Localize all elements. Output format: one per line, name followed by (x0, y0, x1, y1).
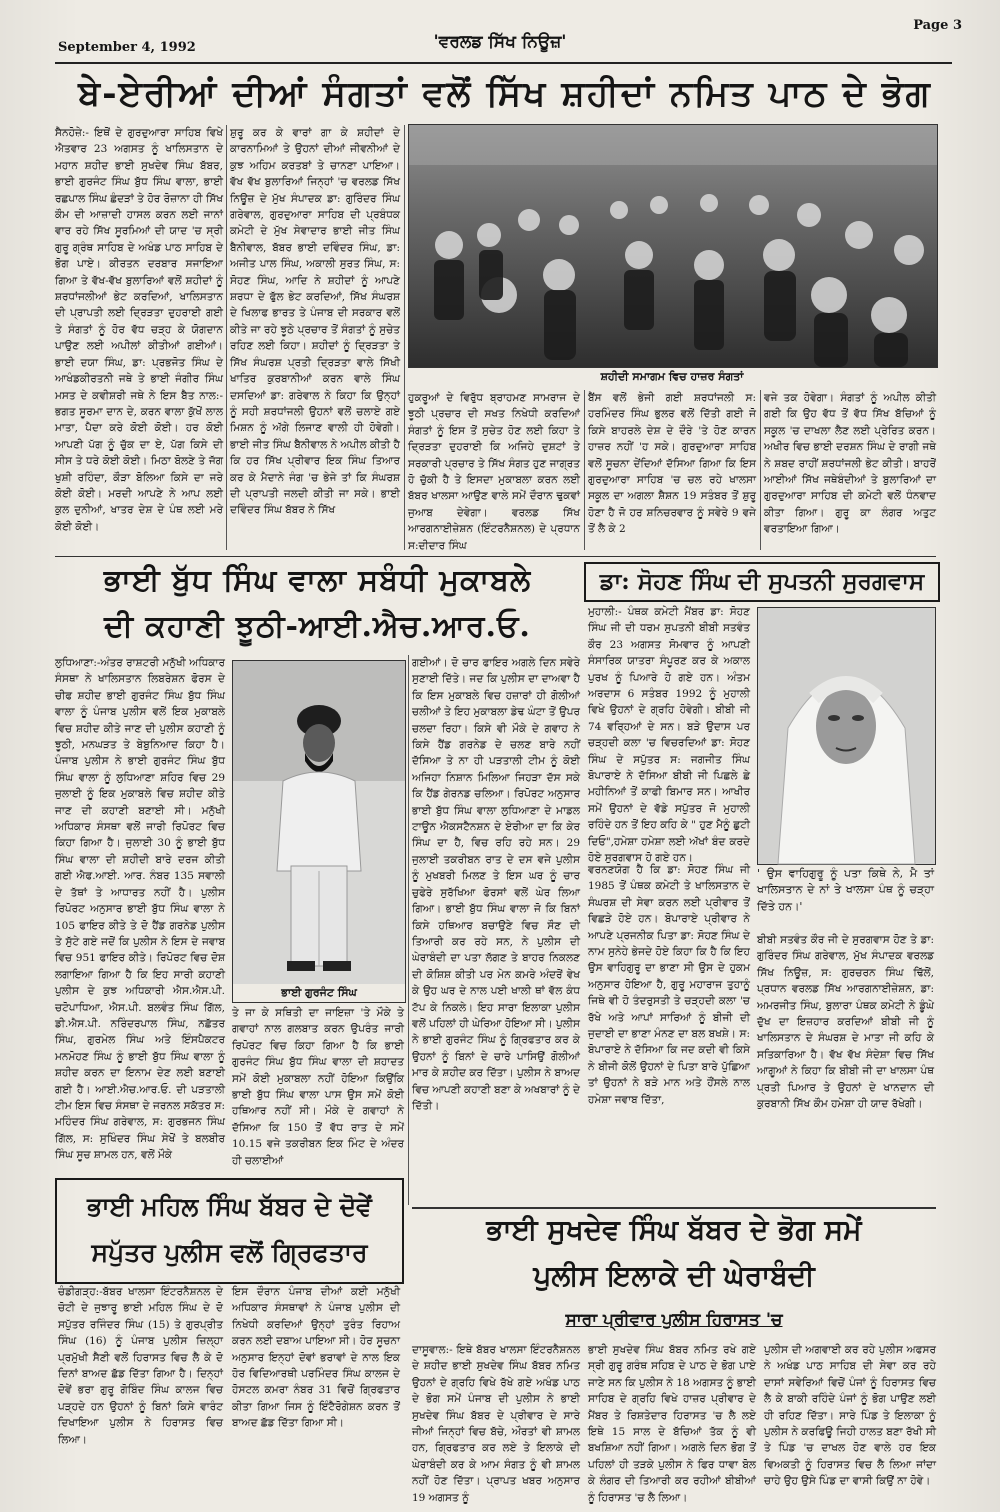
bibi-satwant-kaur-photo (757, 607, 936, 865)
section-rule (55, 556, 936, 557)
story4-headline-box (55, 1178, 404, 1284)
story4-col1: ਚੰਡੀਗੜ੍ਹ:-ਬੱਬਰ ਖਾਲਸਾ ਇੰਟਰਨੈਸ਼ਨਲ ਦੇ ਚੋਟੀ ਦੇ ਜੁਝਾਰੂ ਭਾਈ ਮਹਿਲ ਸਿੰਘ ਦੇ ਦੋ ਸਪੁੱਤਰ ਰਜਿੰਦਰ ਸਿੰਘ (15) ਤੇ ਗੁਰਪ੍ਰੀਤ ਸਿੰਘ (16) ਨੂੰ ਪੰਜਾਬ ਪੁਲੀਸ ਜ਼ਿਲ੍ਹਾ ਪ੍ਰਮੁੱਖੀ ਸੈਣੀ ਵਲੋਂ ਹਿਰਾਸਤ ਵਿਚ ਲੈ ਕੇ ਦੋ ਦਿਨਾਂ ਬਾਅਦ ਛੱਡ ਦਿੱਤਾ ਗਿਆ ਹੈ। ਦਿਨ੍ਹਾਂ ਦੋਵੇਂ ਭਰਾ ਗੁਰੂ ਗੋਬਿੰਦ ਸਿੰਘ ਕਾਲਜ ਵਿਚ ਪੜ੍ਹਦੇ ਹਨ ਉਹਨਾਂ ਨੂੰ ਬਿਨਾਂ ਕਿਸੇ ਵਾਰੰਟ ਦਿਖਾਇਆ ਪੁਲੀਸ ਨੇ ਹਿਰਾਸਤ ਵਿਚ ਲਿਆ। (58, 1286, 223, 1446)
story5-col1: ਦਾਸੂਵਾਲ:- ਇਥੇ ਬੱਬਰ ਖਾਲਸਾ ਇੰਟਰਨੈਸ਼ਨਲ ਦੇ ਸ਼ਹੀਦ ਭਾਈ ਸੁਖਦੇਵ ਸਿੰਘ ਬੱਬਰ ਨਮਿਤ ਉਹਨਾਂ ਦੇ ਗ੍ਰਹਿ ਵਿਖੇ ਰੱਖੇ ਗਏ ਅਖੰਡ ਪਾਠ ਦੇ ਭੋਗ ਸਮੇਂ ਪੰਜਾਬ ਦੀ ਪੁਲੀਸ ਨੇ ਭਾਈ ਸੁਖਦੇਵ ਸਿੰਘ ਬੱਬਰ ਦੇ ਪ੍ਰੀਵਾਰ ਦੇ ਸਾਰੇ ਜੀਆਂ ਜਿਨ੍ਹਾਂ ਵਿਚ ਬੱਚੇ, ਔਰਤਾਂ ਵੀ ਸ਼ਾਮਲ ਹਨ, ਗ੍ਰਿਫਤਾਰ ਕਰ ਲਏ ਤੇ ਇਲਾਕੇ ਦੀ ਘੇਰਾਬੰਦੀ ਕਰ ਕੇ ਆਮ ਸੰਗਤ ਨੂੰ ਵੀ ਸ਼ਾਮਲ ਨਹੀਂ ਹੋਣ ਦਿੱਤਾ। ਪ੍ਰਾਪਤ ਖਬਰ ਅਨੁਸਾਰ 19 ਅਗਸਤ ਨੂੰ (412, 1344, 580, 1504)
story3-tail: ਬੀਬੀ ਸਤਵੰਤ ਕੌਰ ਜੀ ਦੇ ਸੁਰਗਵਾਸ ਹੋਣ ਤੇ ਡਾ: ਗੁਰਿੰਦਰ ਸਿੰਘ ਗਰੇਵਾਲ, ਮੁੱਖ ਸੰਪਾਦਕ ਵਰਲਡ ਸਿੱਖ ਨਿਊਜ਼, ਸ: ਗੁਰਚਰਨ ਸਿੰਘ ਢਿੱਲੋਂ, ਪ੍ਰਧਾਨ ਵਰਲਡ ਸਿੱਖ ਆਰਗਨਾਈਜ਼ੇਸ਼ਨ, ਡਾ: ਅਮਰਜੀਤ ਸਿੰਘ, ਬੁਲਾਰਾ ਪੰਥਕ ਕਮੇਟੀ ਨੇ ਡੂੰਘੇ ਦੁੱਖ ਦਾ ਇਜ਼ਹਾਰ ਕਰਦਿਆਂ ਬੀਬੀ ਜੀ ਨੂੰ ਖਾਲਿਸਤਾਨ ਦੇ ਸੰਘਰਸ਼ ਦੇ ਮਾਤਾ ਜੀ ਕਹਿ ਕੇ ਸਤਿਕਾਰਿਆ ਹੈ। ਵੱਖ ਵੱਖ ਸੰਦੇਸ਼ਾ ਵਿਚ ਸਿੱਖ ਆਗੂਆਂ ਨੇ ਕਿਹਾ ਕਿ ਬੀਬੀ ਜੀ ਦਾ ਖਾਲਸਾ ਪੰਥ ਪ੍ਰਤੀ ਪਿਆਰ ਤੇ ਉਹਨਾਂ ਦੇ ਖਾਨਦਾਨ ਦੀ ਕੁਰਬਾਨੀ ਸਿੱਖ ਕੌਮ ਹਮੇਸ਼ਾ ਹੀ ਯਾਦ ਰੱਖੇਗੀ। (757, 934, 934, 1111)
story4-headline-line2: ਸਪੁੱਤਰ ਪੁਲੀਸ ਵਲੋਂ ਗ੍ਰਿਫਤਾਰ (91, 1238, 368, 1267)
column-divider (404, 125, 405, 550)
story1-headline: ਬੇ-ਏਰੀਆਂ ਦੀਆਂ ਸੰਗਤਾਂ ਵਲੋਂ ਸਿੱਖ ਸ਼ਹੀਦਾਂ ਨਮਿਤ ਪਾਠ ਦੇ ਭੋਗ (78, 73, 932, 114)
newspaper-title: 'ਵਰਲਡ ਸਿੱਖ ਨਿਊਜ਼' (433, 32, 567, 52)
story5-subheadline: ਸਾਰਾ ਪ੍ਰੀਵਾਰ ਪੁਲੀਸ ਹਿਰਾਸਤ 'ਚ (565, 1310, 783, 1330)
page-number: Page 3 (913, 18, 962, 33)
story5-headline-line2: ਪੁਲੀਸ ਇਲਾਕੇ ਦੀ ਘੇਰਾਬੰਦੀ (533, 1259, 815, 1292)
story5-headline-line1: ਭਾਈ ਸੁਖਦੇਵ ਸਿੰਘ ਬੱਬਰ ਦੇ ਭੋਗ ਸਮੇਂ (486, 1213, 862, 1246)
story5-col3: ਪੁਲੀਸ ਦੀ ਅਗਵਾਈ ਕਰ ਰਹੇ ਪੁਲੀਸ ਅਫਸਰ ਨੇ ਅਖੰਡ ਪਾਠ ਸਾਹਿਬ ਦੀ ਸੇਵਾ ਕਰ ਰਹੇ ਦਾਸਾਂ ਸਵੇਰਿਆਂ ਵਿਚੋਂ ਪੰਜਾਂ ਨੂੰ ਹਿਰਾਸਤ ਵਿਚ ਲੈ ਕੇ ਬਾਕੀ ਰਹਿੰਦੇ ਪੰਜਾਂ ਨੂੰ ਭੋਗ ਪਾਉਣ ਲਈ ਹੀ ਰਹਿਣ ਦਿੱਤਾ। ਸਾਰੇ ਪਿੰਡ ਤੇ ਇਲਾਕਾ ਨੂੰ ਪੁਲੀਸ ਨੇ ਕਰਫਿਊ ਜਿਹੀ ਹਾਲਤ ਬਣਾ ਰੱਖੀ ਸੀ ਤੇ ਪਿੰਡ 'ਚ ਦਾਖਲ ਹੋਣ ਵਾਲੇ ਹਰ ਇਕ ਵਿਅਕਤੀ ਨੂੰ ਹਿਰਾਸਤ ਵਿਚ ਲੈ ਲਿਆ ਜਾਂਦਾ ਚਾਹੇ ਉਹ ਉਸੇ ਪਿੰਡ ਦਾ ਵਾਸੀ ਕਿਉਂ ਨਾ ਹੋਵੇ। (764, 1344, 936, 1488)
column-divider (226, 125, 227, 550)
story1-col3: ਹੁਕਰੂਆਂ ਦੇ ਵਿਰੁੱਧ ਬ੍ਰਾਹਮਣ ਸਾਮਰਾਜ ਦੇ ਝੂਠੀ ਪ੍ਰਚਾਰ ਦੀ ਸਖਤ ਨਿਖੇਧੀ ਕਰਦਿਆਂ ਸੰਗਤਾਂ ਨੂੰ ਇਸ ਤੋਂ ਸੁਚੇਤ ਹੋਣ ਲਈ ਕਿਹਾ ਤੇ ਦ੍ਰਿੜਤਾ ਦੁਹਰਾਈ ਕਿ ਅਜਿਹੇ ਦੁਸ਼ਟਾਂ ਤੇ ਸਰਕਾਰੀ ਪ੍ਰਚਾਰ ਤੇ ਸਿੱਖ ਸੰਗਤ ਹੁਣ ਜਾਗ੍ਰਤ ਹੋ ਚੁੱਕੀ ਹੈ ਤੇ ਇਸਦਾ ਮੁਕਾਬਲਾ ਕਰਨ ਲਈ ਬੱਬਰ ਖਾਲਸਾ ਆਉਣ ਵਾਲੇ ਸਮੇਂ ਦੌਰਾਨ ਢੁਕਵਾਂ ਜੁਆਬ ਦੇਵੇਗਾ। ਵਰਲਡ ਸਿੱਖ ਆਰਗਨਾਈਜ਼ੇਸ਼ਨ (ਇੰਟਰਨੈਸ਼ਨਲ) ਦੇ ਪ੍ਰਧਾਨ ਸ:ਦੀਦਾਰ ਸਿੰਘ (408, 392, 580, 552)
issue-date: September 4, 1992 (58, 40, 196, 55)
sangat-gathering-photo (408, 124, 938, 368)
story1-col4: ਬੈਂਸ ਵਲੋਂ ਭੇਜੀ ਗਈ ਸ਼ਰਧਾਂਜਲੀ ਸ: ਹਰਮਿੰਦਰ ਸਿੰਘ ਭੁਲਰ ਵਲੋਂ ਦਿੱਤੀ ਗਈ ਜੋ ਕਿਸੇ ਬਾਹਰਲੇ ਦੇਸ਼ ਦੇ ਦੌਰੇ 'ਤੇ ਹੋਣ ਕਾਰਨ ਹਾਜ਼ਰ ਨਹੀਂ 'ਹ ਸਕੇ। ਗੁਰਦੁਆਰਾ ਸਾਹਿਬ ਵਲੋਂ ਸੂਚਨਾ ਦੇਂਦਿਆਂ ਦੱਸਿਆ ਗਿਆ ਕਿ ਇਸ ਗੁਰਦੁਆਰਾ ਸਾਹਿਬ 'ਚ ਚਲ ਰਹੇ ਖਾਲਸਾ ਸਕੂਲ ਦਾ ਅਗਲਾ ਸ਼ੈਸ਼ਨ 19 ਸਤੰਬਰ ਤੋਂ ਸ਼ੁਰੂ ਹੋਣਾ ਹੈ ਜੋ ਹਰ ਸ਼ਨਿਚਰਵਾਰ ਨੂੰ ਸਵੇਰੇ 9 ਵਜੇ ਤੋਂ ਲੈ ਕੇ 2 (588, 392, 756, 536)
column-divider (760, 390, 761, 550)
story2-headline-line2: ਦੀ ਕਹਾਣੀ ਝੂਠੀ-ਆਈ.ਐਚ.ਆਰ.ਓ. (104, 609, 531, 644)
photo-caption: ਸ਼ਹੀਦੀ ਸਮਾਗਮ ਵਿਚ ਹਾਜ਼ਰ ਸੰਗਤਾਂ (600, 370, 744, 383)
column-divider (408, 655, 409, 1205)
column-divider (584, 390, 585, 550)
story2-headline-line1: ਭਾਈ ਬੁੱਧ ਸਿੰਘ ਵਾਲਾ ਸਬੰਧੀ ਮੁਕਾਬਲੇ (103, 563, 532, 598)
story3-lead: ਮੁਹਾਲੀ:- ਪੰਥਕ ਕਮੇਟੀ ਮੈਂਬਰ ਡਾ: ਸੋਹਣ ਸਿੰਘ ਜੀ ਦੀ ਧਰਮ ਸੁਪਤਨੀ ਬੀਬੀ ਸਤਵੰਤ ਕੌਰ 23 ਅਗਸਤ ਸੋਮਵਾਰ ਨੂੰ ਆਪਣੀ ਸੰਸਾਰਿਕ ਯਾਤਰਾ ਸੰਪੂਰਣ ਕਰ ਕੇ ਅਕਾਲ ਪੁਰਖ ਨੂੰ ਪਿਆਰੇ ਹੋ ਗਏ ਹਨ। ਅੰਤਮ ਅਰਦਾਸ 6 ਸਤੰਬਰ 1992 ਨੂੰ ਮੁਹਾਲੀ ਵਿਖੇ ਉਹਨਾਂ ਦੇ ਗ੍ਰਹਿ ਹੋਵੇਗੀ। ਬੀਬੀ ਜੀ 74 ਵਰ੍ਹਿਆਂ ਦੇ ਸਨ। ਬੜੇ ਉਦਾਸ ਪਰ ਚੜ੍ਹਦੀ ਕਲਾ 'ਚ ਵਿਚਰਦਿਆਂ ਡਾ: ਸੋਹਣ ਸਿੰਘ ਦੇ ਸਪੁੱਤਰ ਸ: ਜਗਜੀਤ ਸਿੰਘ ਬੋਪਾਰਾਏ ਨੇ ਦੱਸਿਆ ਬੀਬੀ ਜੀ ਪਿਛਲੇ ਛੇ ਮਹੀਨਿਆਂ ਤੋਂ ਕਾਫੀ ਬਿਮਾਰ ਸਨ। ਆਖੀਰ ਸਮੇਂ ਉਹਨਾਂ ਦੇ ਵੱਡੇ ਸਪੁੱਤਰ ਜੋ ਮੁਹਾਲੀ ਰਹਿੰਦੇ ਹਨ ਤੋਂ ਇਹ ਕਹਿ ਕੇ " ਹੁਣ ਮੈਨੂੰ ਛੁਟੀ ਦਿਓ",ਹਮੇਸ਼ਾ ਹਮੇਸ਼ਾ ਲਈ ਅੱਖਾਂ ਬੰਦ ਕਰਦੇ ਹੋਏ ਸੁਰਗਵਾਸ ਹੋ ਗਏ ਹਨ। (588, 606, 750, 865)
story4-headline-line1: ਭਾਈ ਮਹਿਲ ਸਿੰਘ ਬੱਬਰ ਦੇ ਦੋਵੇਂ (87, 1192, 372, 1221)
story2-col3: ਗਈਆਂ। ਦੋ ਚਾਰ ਫਾਇਰ ਅਗਲੇ ਦਿਨ ਸਵੇਰੇ ਸੁਣਾਈ ਦਿੱਤੇ। ਜਦ ਕਿ ਪੁਲੀਸ ਦਾ ਦਾਅਵਾ ਹੈ ਕਿ ਇਸ ਮੁਕਾਬਲੇ ਵਿਚ ਹਜ਼ਾਰਾਂ ਹੀ ਗੋਲੀਆਂ ਚਲੀਆਂ ਤੇ ਇਹ ਮੁਕਾਬਲਾ ਡੇਢ ਘੰਟਾ ਤੋਂ ਉਪਰ ਚਲਦਾ ਰਿਹਾ। ਕਿਸੇ ਵੀ ਮੌਕੇ ਦੇ ਗਵਾਹ ਨੇ ਕਿਸੇ ਹੈਂਡ ਗਰਨੇਡ ਦੇ ਚਲਣ ਬਾਰੇ ਨਹੀਂ ਦੱਸਿਆ ਤੇ ਨਾ ਹੀ ਪੜਤਾਲੀ ਟੀਮ ਨੂੰ ਕੋਈ ਅਜਿਹਾ ਨਿਸ਼ਾਨ ਮਿਲਿਆ ਜਿਹੜਾ ਦੱਸ ਸਕੇ ਕਿ ਹੈਂਡ ਗੇਰਨਡ ਚਲਿਆ। ਰਿਪੋਰਟ ਅਨੁਸਾਰ ਭਾਈ ਬੁੱਧ ਸਿੰਘ ਵਾਲਾ ਲੁਧਿਆਣਾ ਦੇ ਮਾਡਲ ਟਾਊਨ ਐਕਸਟੈਨਸ਼ਨ ਦੇ ਏਰੀਆ ਦਾ ਕਿ ਕੇਰ ਸਿੰਘ ਦਾ ਹੈ, ਵਿਚ ਰਹਿ ਰਹੇ ਸਨ। 29 ਜੁਲਾਈ ਤਕਰੀਬਨ ਰਾਤ ਦੇ ਦਸ ਵਜੇ ਪੁਲੀਸ ਨੂੰ ਮੁਖਬਰੀ ਮਿਲਣ ਤੇ ਇਸ ਘਰ ਨੂੰ ਚਾਰ ਚੁਫੇਰੇ ਸੁਰੱਖਿਆ ਫੋਰਸਾਂ ਵਲੋਂ ਘੇਰ ਲਿਆ ਗਿਆ। ਭਾਈ ਬੁੱਧ ਸਿੰਘ ਵਾਲਾ ਜੋ ਕਿ ਬਿਨਾਂ ਕਿਸੇ ਹਥਿਆਰ ਬਚਾਉਣੇ ਵਿਚ ਸੌਣ ਦੀ ਤਿਆਰੀ ਕਰ ਰਹੇ ਸਨ, ਨੇ ਪੁਲੀਸ ਦੀ ਘੇਰਾਬੰਦੀ ਦਾ ਪਤਾ ਲੱਗਣ ਤੇ ਬਾਹਰ ਨਿਕਲਣ ਦੀ ਕੋਸ਼ਿਸ਼ ਕੀਤੀ ਪਰ ਮੇਨ ਕਮਰੇ ਅੰਦਰੋਂ ਵੇਖ ਕੇ ਉਹ ਘਰ ਦੇ ਨਾਲ ਪਈ ਖਾਲੀ ਥਾਂ ਵੱਲ ਕੰਧ ਟੱਪ ਕੇ ਨਿਕਲੇ। ਇਹ ਸਾਰਾ ਇਲਾਕਾ ਪੁਲੀਸ ਵਲੋਂ ਪਹਿਲਾਂ ਹੀ ਘੇਰਿਆ ਹੋਇਆ ਸੀ। ਪੁਲੀਸ ਨੇ ਭਾਈ ਗੁਰਜੰਟ ਸਿੰਘ ਨੂੰ ਗ੍ਰਿਫਤਾਰ ਕਰ ਕੇ ਉਹਨਾਂ ਨੂੰ ਬਿਨਾਂ ਦੇ ਚਾਰੇ ਪਾਸਿਉਂ ਗੋਲੀਆਂ ਮਾਰ ਕੇ ਸ਼ਹੀਦ ਕਰ ਦਿੱਤਾ। ਪੁਲੀਸ ਨੇ ਬਾਅਦ ਵਿਚ ਆਪਣੀ ਕਹਾਣੀ ਬਣਾ ਕੇ ਅਖਬਾਰਾਂ ਨੂੰ ਦੇ ਦਿੱਤੀ। (412, 657, 580, 1112)
story4-col2: ਇਸ ਦੌਰਾਨ ਪੰਜਾਬ ਦੀਆਂ ਕਈ ਮਨੁੱਖੀ ਅਧਿਕਾਰ ਸੰਸਥਾਵਾਂ ਨੇ ਪੰਜਾਬ ਪੁਲੀਸ ਦੀ ਨਿਖੇਧੀ ਕਰਦਿਆਂ ਉਨ੍ਹਾਂ ਤੁਰੰਤ ਰਿਹਾਅ ਕਰਨ ਲਈ ਦਬਾਅ ਪਾਇਆ ਸੀ। ਹੋਰ ਸੂਚਨਾ ਅਨੁਸਾਰ ਇਨ੍ਹਾਂ ਦੋਵਾਂ ਭਰਾਵਾਂ ਦੇ ਨਾਲ ਇਕ ਹੋਰ ਵਿਦਿਆਰਥੀ ਪਰਮਿੰਦਰ ਸਿੰਘ ਕਾਲਜ ਦੇ ਹੋਸਟਲ ਕਮਰਾ ਨੰਬਰ 31 ਵਿਚੋਂ ਗ੍ਰਿਫਤਾਰ ਕੀਤਾ ਗਿਆ ਜਿਸ ਨੂੰ ਇੰਟੈਰੋਗੇਸ਼ਨ ਕਰਨ ਤੋਂ ਬਾਅਦ ਛੱਡ ਦਿੱਤਾ ਗਿਆ ਸੀ। (232, 1286, 400, 1430)
story2-col1: ਲੁਧਿਆਣਾ:-ਅੰਤਰ ਰਾਸ਼ਟਰੀ ਮਨੁੱਖੀ ਅਧਿਕਾਰ ਸੰਸਥਾ ਨੇ ਖਾਲਿਸਤਾਨ ਲਿਬਰੇਸ਼ਨ ਫੋਰਸ ਦੇ ਚੀਫ ਸ਼ਹੀਦ ਭਾਈ ਗੁਰਜੰਟ ਸਿੰਘ ਬੁੱਧ ਸਿੰਘ ਵਾਲਾ ਨੂੰ ਪੰਜਾਬ ਪੁਲੀਸ ਵਲੋਂ ਇਕ ਮੁਕਾਬਲੇ ਵਿਚ ਸ਼ਹੀਦ ਕੀਤੇ ਜਾਣ ਦੀ ਪੁਲੀਸ ਕਹਾਣੀ ਨੂੰ ਝੂਠੀ, ਮਨਘੜਤ ਤੇ ਬੇਬੁਨਿਆਦ ਕਿਹਾ ਹੈ। ਪੰਜਾਬ ਪੁਲੀਸ ਨੇ ਭਾਈ ਗੁਰਜੰਟ ਸਿੰਘ ਬੁੱਧ ਸਿੰਘ ਵਾਲਾ ਨੂੰ ਲੁਧਿਆਣਾ ਸ਼ਹਿਰ ਵਿਚ 29 ਜੁਲਾਈ ਨੂੰ ਇਕ ਮੁਕਾਬਲੇ ਵਿਚ ਸ਼ਹੀਦ ਕੀਤੇ ਜਾਣ ਦੀ ਕਹਾਣੀ ਬਣਾਈ ਸੀ। ਮਨੁੱਖੀ ਅਧਿਕਾਰ ਸੰਸਥਾ ਵਲੋਂ ਜਾਰੀ ਰਿਪੋਰਟ ਵਿਚ ਕਿਹਾ ਗਿਆ ਹੈ। ਜੁਲਾਈ 30 ਨੂੰ ਭਾਈ ਬੁੱਧ ਸਿੰਘ ਵਾਲਾ ਦੀ ਸ਼ਹੀਦੀ ਬਾਰੇ ਦਰਜ ਕੀਤੀ ਗਈ ਐਫ.ਆਈ. ਆਰ. ਨੰਬਰ 135 ਸਵਾਲੀ ਦੇ ਤੱਥਾਂ ਤੇ ਆਧਾਰਤ ਨਹੀਂ ਹੈ। ਪੁਲੀਸ ਰਿਪੋਰਟ ਅਨੁਸਾਰ ਭਾਈ ਬੁੱਧ ਸਿੰਘ ਵਾਲਾ ਨੇ 105 ਫਾਇਰ ਕੀਤੇ ਤੇ ਦੋ ਹੈਂਡ ਗਰਨੇਡ ਪੁਲੀਸ ਤੇ ਸੁੱਟੇ ਗਏ ਜਦੋਂ ਕਿ ਪੁਲੀਸ ਨੇ ਇਸ ਦੇ ਜਵਾਬ ਵਿਚ 951 ਫਾਇਰ ਕੀਤੇ। ਰਿਪੋਰਟ ਵਿਚ ਦੋਸ਼ ਲਗਾਇਆ ਗਿਆ ਹੈ ਕਿ ਇਹ ਸਾਰੀ ਕਹਾਣੀ ਪੁਲੀਸ ਦੇ ਕੁਝ ਅਧਿਕਾਰੀ ਐਸ.ਐਸ.ਪੀ. ਚਟੋਪਾਧਿਆ, ਐਸ.ਪੀ. ਬਲਵੰਤ ਸਿੰਘ ਗਿੱਲ, ਡੀ.ਐਸ.ਪੀ. ਨਰਿੰਦਰਪਾਲ ਸਿੰਘ, ਨਛੱਤਰ ਸਿੰਘ, ਗੁਰਮੇਲ ਸਿੰਘ ਅਤੇ ਇੰਸਪੈਕਟਰ ਮਨਮੋਹਣ ਸਿੰਘ ਨੂੰ ਭਾਈ ਬੁੱਧ ਸਿੰਘ ਵਾਲਾ ਨੂੰ ਸ਼ਹੀਦ ਕਰਨ ਦਾ ਇਨਾਮ ਦੇਣ ਲਈ ਬਣਾਈ ਗਈ ਹੈ। ਆਈ.ਐਚ.ਆਰ.ਓ. ਦੀ ਪੜਤਾਲੀ ਟੀਮ ਇਸ ਵਿਚ ਸੰਸਥਾ ਦੇ ਜਰਨਲ ਸਕੱਤਰ ਸ: ਮਹਿੰਦਰ ਸਿੰਘ ਗਰੇਵਾਲ, ਸ: ਗੁਰਭਜਨ ਸਿੰਘ ਗਿੱਲ, ਸ: ਸੁਖਿੰਦਰ ਸਿੰਘ ਸੇਖੋਂ ਤੇ ਬਲਬੀਰ ਸਿੰਘ ਸੂਚ ਸ਼ਾਮਲ ਹਨ, ਵਲੋਂ ਮੌਕੇ (55, 657, 225, 1162)
story3-headline-box (584, 562, 940, 602)
story3-headline: ਡਾ: ਸੋਹਣ ਸਿੰਘ ਦੀ ਸੁਪਤਨੀ ਸੁਰਗਵਾਸ (599, 568, 925, 595)
story2-col2: ਤੇ ਜਾ ਕੇ ਸਥਿਤੀ ਦਾ ਜਾਇਜ਼ਾ 'ਤੇ ਮੌਕੇ ਤੇ ਗਵਾਹਾਂ ਨਾਲ ਗਲਬਾਤ ਕਰਨ ਉਪਰੰਤ ਜਾਰੀ ਰਿਪੋਰਟ ਵਿਚ ਕਿਹਾ ਗਿਆ ਹੈ ਕਿ ਭਾਈ ਗੁਰਜੰਟ ਸਿੰਘ ਬੁੱਧ ਸਿੰਘ ਵਾਲਾ ਦੀ ਸ਼ਹਾਦਤ ਸਮੇਂ ਕੋਈ ਮੁਕਾਬਲਾ ਨਹੀਂ ਹੋਇਆ ਕਿਉਂਕਿ ਭਾਈ ਬੁੱਧ ਸਿੰਘ ਵਾਲਾ ਪਾਸ ਉਸ ਸਮੇਂ ਕੋਈ ਹਥਿਆਰ ਨਹੀਂ ਸੀ। ਮੌਕੇ ਦੇ ਗਵਾਹਾਂ ਨੇ ਦੱਸਿਆ ਕਿ 150 ਤੋਂ ਵੱਧ ਰਾਤ ਦੇ ਸਮੇਂ 10.15 ਵਜੇ ਤਕਰੀਬਨ ਇਕ ਮਿੰਟ ਦੇ ਅੰਦਰ ਹੀ ਚਲਾਈਆਂ (232, 1007, 404, 1167)
story1-col2: ਸ਼ੁਰੂ ਕਰ ਕੇ ਵਾਰਾਂ ਗਾ ਕੇ ਸ਼ਹੀਦਾਂ ਦੇ ਕਾਰਨਾਮਿਆਂ ਤੇ ਉਹਨਾਂ ਦੀਆਂ ਜੀਵਨੀਆਂ ਦੇ ਕੁਝ ਅਹਿਮ ਕਰਤਬਾਂ ਤੇ ਚਾਨਣਾ ਪਾਇਆ। ਵੱਖ ਵੱਖ ਬੁਲਾਰਿਆਂ ਜਿਨ੍ਹਾਂ 'ਚ ਵਰਲਡ ਸਿੱਖ ਨਿਊਜ਼ ਦੇ ਮੁੱਖ ਸੰਪਾਦਕ ਡਾ: ਗੁਰਿੰਦਰ ਸਿੰਘ ਗਰੇਵਾਲ, ਗੁਰਦੁਆਰਾ ਸਾਹਿਬ ਦੀ ਪ੍ਰਬੰਧਕ ਕਮੇਟੀ ਦੇ ਮੁੱਖ ਸੇਵਾਦਾਰ ਭਾਈ ਜੀਤ ਸਿੰਘ ਬੈਨੀਵਾਲ, ਬੱਬਰ ਭਾਈ ਦਵਿੰਦਰ ਸਿੰਘ, ਡਾ: ਅਜੀਤ ਪਾਲ ਸਿੰਘ, ਅਕਾਲੀ ਸੁਰਤ ਸਿੰਘ, ਸ: ਸੋਹਣ ਸਿੰਘ, ਆਦਿ ਨੇ ਸ਼ਹੀਦਾਂ ਨੂੰ ਆਪਣੇ ਸ਼ਰਧਾ ਦੇ ਫੁੱਲ ਭੇਟ ਕਰਦਿਆਂ, ਸਿੱਖ ਸੰਘਰਸ਼ ਦੇ ਖਿਲਾਫ ਭਾਰਤ ਤੇ ਪੰਜਾਬ ਦੀ ਸਰਕਾਰ ਵਲੋਂ ਕੀਤੇ ਜਾ ਰਹੇ ਝੂਠੇ ਪ੍ਰਚਾਰ ਤੋਂ ਸੰਗਤਾਂ ਨੂੰ ਸੁਚੇਤ ਰਹਿਣ ਲਈ ਕਿਹਾ। ਸ਼ਹੀਦਾਂ ਨੂੰ ਦ੍ਰਿੜਤਾ ਤੇ ਸਿੱਖ ਸੰਘਰਸ਼ ਪ੍ਰਤੀ ਦ੍ਰਿੜਤਾ ਵਾਲੇ ਸਿੱਖੀ ਖਾਤਿਰ ਕੁਰਬਾਨੀਆਂ ਕਰਨ ਵਾਲੇ ਸਿੰਘ ਦਸਦਿਆਂ ਡਾ: ਗਰੇਵਾਲ ਨੇ ਕਿਹਾ ਕਿ ਉਨ੍ਹਾਂ ਨੂੰ ਸਹੀ ਸ਼ਰਧਾਂਜਲੀ ਉਹਨਾਂ ਵਲੋਂ ਚਲਾਏ ਗਏ ਮਿਸ਼ਨ ਨੂੰ ਅੱਗੇ ਲਿਜਾਣ ਵਾਲੀ ਹੀ ਹੋਵੇਗੀ। ਭਾਈ ਜੀਤ ਸਿੰਘ ਬੈਨੀਵਾਲ ਨੇ ਅਪੀਲ ਕੀਤੀ ਹੈ ਕਿ ਹਰ ਸਿੱਖ ਪ੍ਰੀਵਾਰ ਇਕ ਸਿੰਘ ਤਿਆਰ ਕਰ ਕੇ ਮੈਦਾਨੇ ਜੰਗ 'ਚ ਭੇਜੇ ਤਾਂ ਕਿ ਸੰਘਰਸ਼ ਦੀ ਪ੍ਰਾਪਤੀ ਜਲਦੀ ਕੀਤੀ ਜਾ ਸਕੇ। ਭਾਈ ਦਵਿੰਦਰ ਸਿੰਘ ਬੱਬਰ ਨੇ ਸਿੱਖ (230, 127, 400, 517)
story1-col5: ਵਜੇ ਤਕ ਹੋਵੇਗਾ। ਸੰਗਤਾਂ ਨੂੰ ਅਪੀਲ ਕੀਤੀ ਗਈ ਕਿ ਉਹ ਵੱਧ ਤੋਂ ਵੱਧ ਸਿੱਖ ਬੱਚਿਆਂ ਨੂੰ ਸਕੂਲ 'ਚ ਦਾਖਲਾ ਲੈਣ ਲਈ ਪ੍ਰੇਰਿਤ ਕਰਨ। ਅਖੀਰ ਵਿਚ ਭਾਈ ਦਰਸ਼ਨ ਸਿੰਘ ਦੇ ਰਾਗੀ ਜਥੇ ਨੇ ਸ਼ਬਦ ਰਾਹੀਂ ਸ਼ਰਧਾਂਜਲੀ ਭੇਟ ਕੀਤੀ। ਬਾਹਰੋਂ ਆਈਆਂ ਸਿੱਖ ਜਥੇਬੰਦੀਆਂ ਤੇ ਬੁਲਾਰਿਆਂ ਦਾ ਗੁਰਦੁਆਰਾ ਸਾਹਿਬ ਦੀ ਕਮੇਟੀ ਵਲੋਂ ਧੰਨਵਾਦ ਕੀਤਾ ਗਿਆ। ਗੁਰੂ ਕਾ ਲੰਗਰ ਅਤੁਟ ਵਰਤਾਇਆ ਗਿਆ। (764, 392, 936, 536)
masthead-rule (55, 62, 952, 64)
story3-quote: ' ਉਸ ਵਾਹਿਗੁਰੂ ਨੂੰ ਪਤਾ ਕਿਥੇ ਨੇ, ਮੈ ਤਾਂ ਖਾਲਿਸਤਾਨ ਦੇ ਨਾਂ ਤੇ ਖਾਲਸਾ ਪੰਥ ਨੂੰ ਚੜ੍ਹਾ ਦਿੱਤੇ ਹਨ।' (757, 867, 934, 913)
story1-col1: ਸੈਨਹੋਜ਼ੇ:- ਇਥੋਂ ਦੇ ਗੁਰਦੁਆਰਾ ਸਾਹਿਬ ਵਿਖੇ ਐਤਵਾਰ 23 ਅਗਸਤ ਨੂੰ ਖਾਲਿਸਤਾਨ ਦੇ ਮਹਾਨ ਸ਼ਹੀਦ ਭਾਈ ਸੁਖਦੇਵ ਸਿੰਘ ਬੱਬਰ, ਭਾਈ ਗੁਰਜੰਟ ਸਿੰਘ ਬੁੱਧ ਸਿੰਘ ਵਾਲਾ, ਭਾਈ ਰਛਪਾਲ ਸਿੰਘ ਛੰਦੜਾਂ ਤੇ ਹੋਰ ਰੋਜ਼ਾਨਾ ਹੀ ਸਿੱਖ ਕੌਮ ਦੀ ਆਜ਼ਾਦੀ ਹਾਸਲ ਕਰਨ ਲਈ ਜਾਨਾਂ ਵਾਰ ਰਹੇ ਸਿੱਖ ਸੂਰਮਿਆਂ ਦੀ ਯਾਦ 'ਚ ਸ੍ਰੀ ਗੁਰੂ ਗ੍ਰੰਥ ਸਾਹਿਬ ਦੇ ਅਖੰਡ ਪਾਠ ਸਾਹਿਬ ਦੇ ਭੋਗ ਪਾਏ। ਕੀਰਤਨ ਦਰਬਾਰ ਸਜਾਇਆ ਗਿਆ ਤੇ ਵੱਖ-ਵੱਖ ਬੁਲਾਰਿਆਂ ਵਲੋਂ ਸ਼ਹੀਦਾਂ ਨੂੰ ਸ਼ਰਧਾਂਜਲੀਆਂ ਭੇਟ ਕਰਦਿਆਂ, ਖਾਲਿਸਤਾਨ ਦੀ ਪ੍ਰਾਪਤੀ ਲਈ ਦ੍ਰਿੜਤਾ ਦੁਹਰਾਈ ਗਈ ਤੇ ਸੰਗਤਾਂ ਨੂੰ ਹੋਰ ਵੱਧ ਚੜ੍ਹ ਕੇ ਯੋਗਦਾਨ ਪਾਉਣ ਲਈ ਅਪੀਲਾਂ ਕੀਤੀਆਂ ਗਈਆਂ। ਭਾਈ ਦਯਾ ਸਿੰਘ, ਡਾ: ਪ੍ਰਭਜੋਤ ਸਿੰਘ ਦੇ ਆਖੰਡਕੀਰਤਨੀ ਜਥੇ ਤੇ ਭਾਈ ਜੰਗੀਰ ਸਿੰਘ ਮਸਤ ਦੇ ਕਵੀਸ਼ਰੀ ਜਥੇ ਨੇ ਇਸ ਬੈਤ ਨਾਲ:- ਭਗਤ ਸੂਰਮਾ ਦਾਨ ਦੇ, ਕਰਨ ਵਾਲਾ ਕੁੱਖੋਂ ਲਾਲ ਮਾਤਾ, ਪੈਦਾ ਕਰੇ ਕੋਈ ਕੋਈ। ਹਰ ਕੋਈ ਆਪਣੀ ਪੱਗ ਨੂੰ ਚੁੱਕ ਦਾ ਏ, ਪੱਗ ਕਿਸੇ ਦੀ ਸੀਸ ਤੇ ਧਰੇ ਕੋਈ ਕੋਈ। ਮਿਠਾ ਬੋਲਣੇ ਤੇ ਜੱਗ ਖੁਸ਼ੀ ਰਹਿੰਦਾ, ਕੌੜਾ ਬੋਲਿਆ ਕਿਸੇ ਦਾ ਜਰੇ ਕੋਈ ਕੋਈ। ਮਰਦੀ ਆਪਣੇ ਨੇ ਆਪ ਲਈ ਕੁਲ ਦੁਨੀਆਂ, ਖਾਤਰ ਦੇਸ਼ ਦੇ ਪੰਥ ਲਈ ਮਰੇ ਕੋਈ ਕੋਈ। (55, 127, 223, 533)
photo-caption: ਭਾਈ ਗੁਰਜੰਟ ਸਿੰਘ (232, 984, 406, 1003)
bhai-gurjant-singh-photo (232, 660, 406, 985)
section-rule (412, 1207, 936, 1209)
story5-col2: ਭਾਈ ਸੁਖਦੇਵ ਸਿੰਘ ਬੱਬਰ ਨਮਿਤ ਰਖੇ ਗਏ ਸ੍ਰੀ ਗੁਰੂ ਗਰੰਥ ਸਹਿਬ ਦੇ ਪਾਠ ਦੇ ਭੋਗ ਪਾਏ ਜਾਣੇ ਸਨ ਕਿ ਪੁਲੀਸ ਨੇ 18 ਅਗਸਤ ਨੂੰ ਭਾਈ ਸਾਹਿਬ ਦੇ ਗ੍ਰਹਿ ਵਿਖੇ ਹਾਜ਼ਰ ਪ੍ਰੀਵਾਰ ਦੇ ਮੈਂਬਰ ਤੇ ਰਿਸ਼ਤੇਦਾਰ ਹਿਰਾਸਤ 'ਚ ਲੈ ਲਏ ਇਥੇ 15 ਸਾਲ ਦੇ ਬੱਚਿਆਂ ਤੱਕ ਨੂੰ ਵੀ ਬਖਸ਼ਿਆ ਨਹੀਂ ਗਿਆ। ਅਗਲੇ ਦਿਨ ਭੋਗ ਤੋਂ ਪਹਿਲਾਂ ਹੀ ਤੜਕੇ ਪੁਲੀਸ ਨੇ ਫਿਰ ਧਾਵਾ ਬੋਲ ਕੇ ਲੰਗਰ ਦੀ ਤਿਆਰੀ ਕਰ ਰਹੀਆਂ ਬੀਬੀਆਂ ਨੂੰ ਹਿਰਾਸਤ 'ਚ ਲੈ ਲਿਆ। (588, 1344, 756, 1504)
story3-body: ਵਰਨਣਯੋਗ ਹੈ ਕਿ ਡਾ: ਸੋਹਣ ਸਿੰਘ ਜੀ 1985 ਤੋਂ ਪੰਥਕ ਕਮੇਟੀ ਤੇ ਖਾਲਿਸਤਾਨ ਦੇ ਸੰਘਰਸ਼ ਦੀ ਸੇਵਾ ਕਰਨ ਲਈ ਪ੍ਰੀਵਾਰ ਤੋਂ ਵਿਛੜੇ ਹੋਏ ਹਨ। ਬੋਪਾਰਾਏ ਪ੍ਰੀਵਾਰ ਨੇ ਆਪਣੇ ਪ੍ਰਜਨੀਕ ਪਿਤਾ ਡਾ: ਸੋਹਣ ਸਿੰਘ ਦੇ ਨਾਮ ਸੁਨੇਹੇ ਭੇਜਦੇ ਹੋਏ ਕਿਹਾ ਕਿ ਹੈ ਕਿ ਇਹ ਉਸ ਵਾਹਿਗੁਰੂ ਦਾ ਭਾਣਾ ਸੀ ਉਸ ਦੇ ਹੁਕਮ ਅਨੁਸਾਰ ਹੋਇਆ ਹੈ, ਗੁਰੂ ਮਹਾਰਾਜ ਤੁਹਾਨੂੰ ਜਿਥੇ ਵੀ ਹੋ ਤੰਦਰੁਸਤੀ ਤੇ ਚੜ੍ਹਦੀ ਕਲਾ 'ਚ ਰੱਖੇ ਅਤੇ ਆਪਾਂ ਸਾਰਿਆਂ ਨੂੰ ਬੀਜੀ ਦੀ ਜੁਦਾਈ ਦਾ ਭਾਣਾ ਮੰਨਣ ਦਾ ਬਲ ਬਖਸ਼ੇ। ਸ: ਬੋਪਾਰਾਏ ਨੇ ਦੱਸਿਆ ਕਿ ਜਦ ਕਦੀ ਵੀ ਕਿਸੇ ਨੇ ਬੀਜੀ ਕੋਲੋਂ ਉਹਨਾਂ ਦੇ ਪਿਤਾ ਬਾਰੇ ਪੁੱਛਿਆ ਤਾਂ ਉਹਨਾਂ ਨੇ ਬੜੇ ਮਾਨ ਅਤੇ ਹੌਂਸਲੇ ਨਾਲ ਹਮੇਸ਼ਾ ਜਵਾਬ ਦਿੱਤਾ, (588, 864, 750, 1106)
